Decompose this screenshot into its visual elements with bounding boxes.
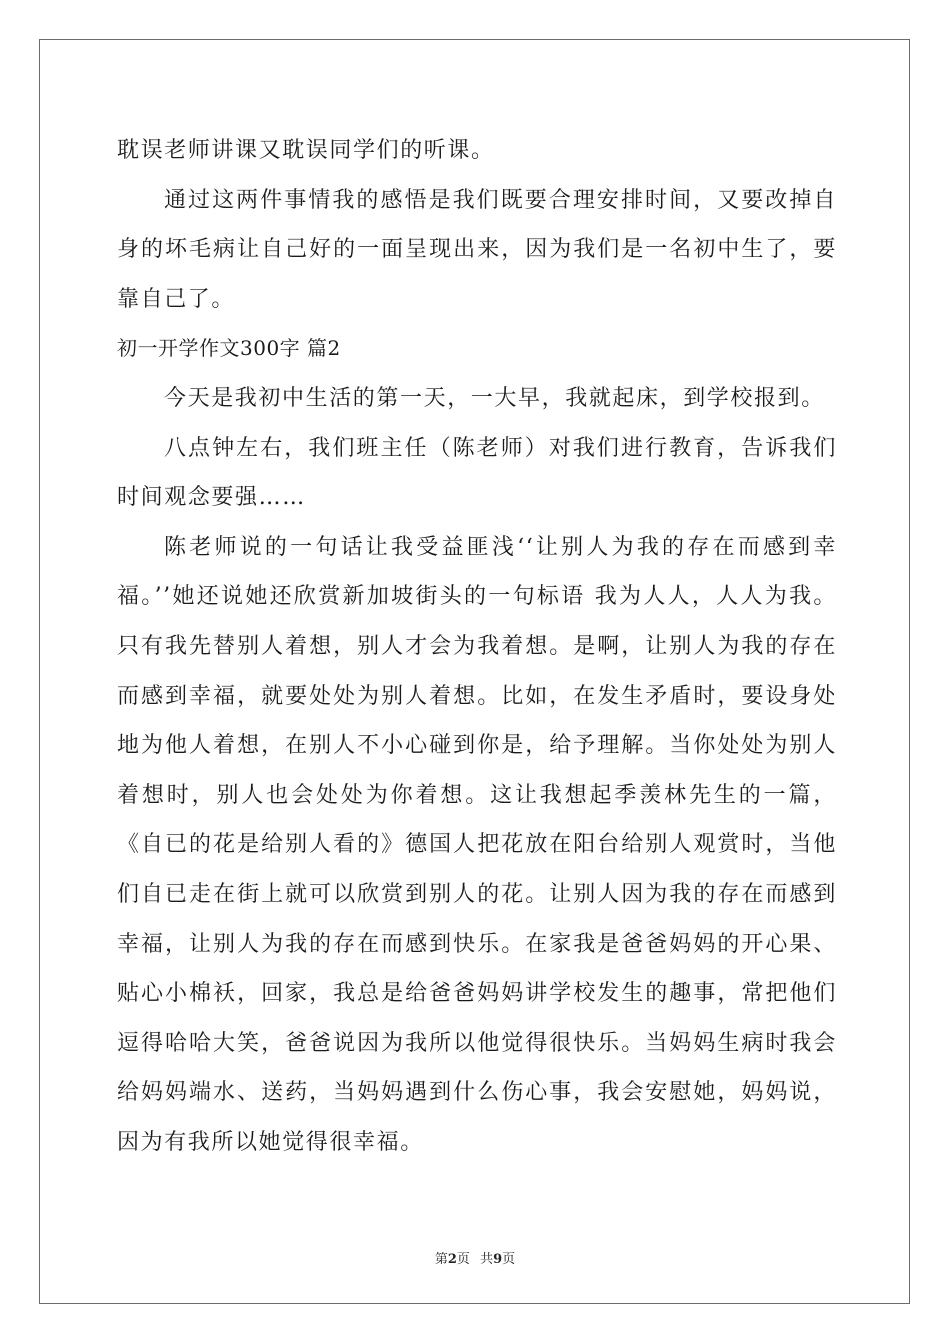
paragraph: 今天是我初中生活的第一天，一大早，我就起床，到学校报到。 xyxy=(164,385,825,411)
total-pages: 共9页 xyxy=(480,1252,516,1267)
document-body xyxy=(117,126,837,1167)
paragraph: 八点钟左右，我们班主任（陈老师）对我们进行教育，告诉我们时间观念要强…… xyxy=(117,435,837,511)
paragraph: 通过这两件事情我的感悟是我们既要合理安排时间，又要改掉自身的坏毛病让自己好的一面呈现出来，因为我们是一名初中生了，要靠自己了。 xyxy=(117,187,837,312)
paragraph: 陈老师说的一句话让我受益匪浅‘‘让别人为我的存在而感到幸福。’’她还说她还欣赏新加坡街头的一句标语 我为人人，人人为我。 只有我先替别人着想，别人才会为我着想。是啊，让别人为我的存在而感到幸福，就要处处为别人着想。比如，在发生矛盾时，要设身处地为他人着想，在别人不小心碰到你是，给予理解。当你处处为别人着想时，别人也会处处为你着想。这让我想起季羡林先生的一篇，《自已的花是给别人看的》德国人把花放在阳台给别人观赏时，当他们自已走在街上就可以欣赏到别人的花。让别人因为我的存在而感到幸福，让别人为我的存在而感到快乐。在家我是爸爸妈妈的开心果、贴心小棉袄，回家，我总是给爸爸妈妈讲学校发生的趣事，常把他们逗得哈哈大笑，爸爸说因为我所以他觉得很快乐。当妈妈生病时我会给妈妈端水、送药，当妈妈遇到什么伤心事，我会安慰她，妈妈说，因为有我所以她觉得很幸福。 xyxy=(117,534,837,1155)
paragraph: 耽误老师讲课又耽误同学们的听课。 xyxy=(117,138,495,163)
page-number: 第2页 xyxy=(434,1252,470,1267)
section-heading: 初一开学作文300字 篇2 xyxy=(117,336,341,361)
page-footer xyxy=(0,1248,950,1267)
